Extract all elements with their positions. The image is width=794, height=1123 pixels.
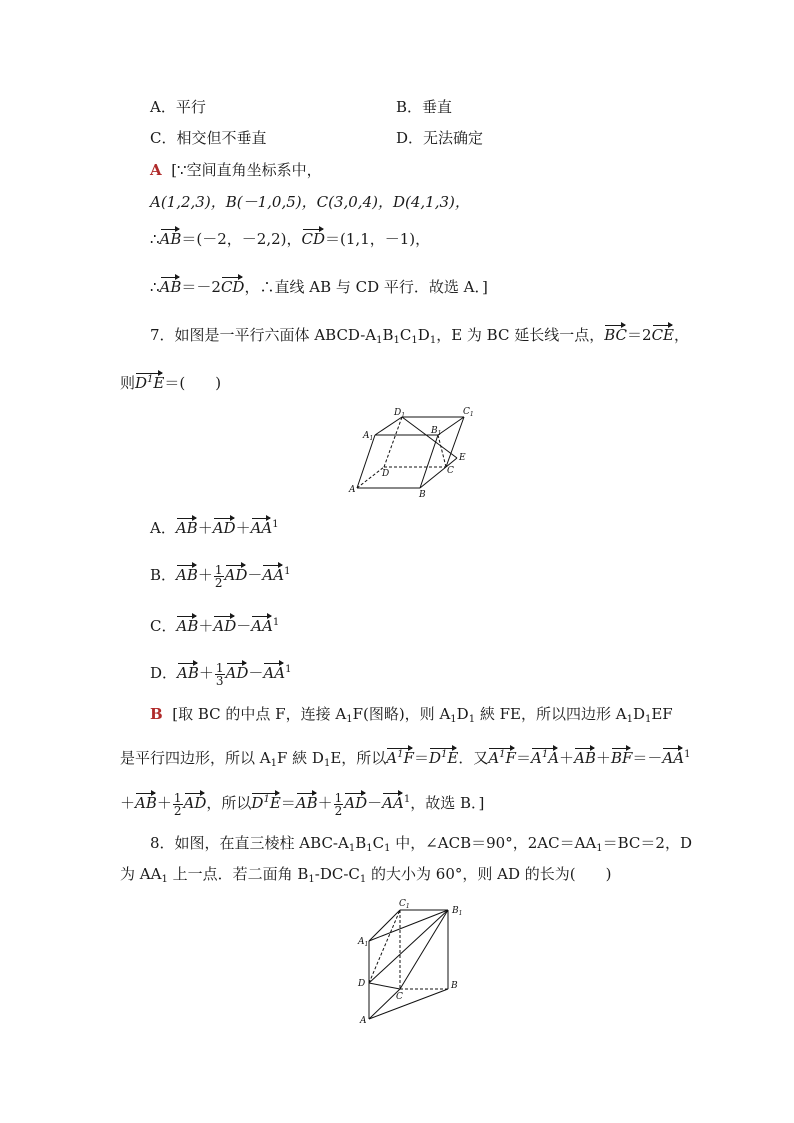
q8-stem1: 8．如图，在直三棱柱 ABC-A xyxy=(150,834,349,852)
edge-d-b1 xyxy=(369,910,448,983)
q7-option-d: D．AB＋ $\frac{1}{3}$ $AD-AA^1$ xyxy=(150,660,292,688)
q7-sol-s3-mid: ，所以 xyxy=(206,794,252,812)
q8-stem1e: ＝BC＝2，D xyxy=(602,834,692,852)
q7-stem-e: ，E 为 BC 延长线一点， xyxy=(436,326,605,344)
fraction-half-sol1: $\frac{1}{2}$ xyxy=(173,790,182,818)
edge-d1-e xyxy=(402,417,457,458)
q8-stem2c: -DC-C xyxy=(314,865,360,883)
label-c: C xyxy=(447,466,454,476)
q7-sol-s1c: D xyxy=(456,705,469,723)
edge-c-b1 xyxy=(400,910,448,989)
q7-sol-s1b: F(图略)，则 A xyxy=(352,705,451,723)
q7-stem-b: B xyxy=(382,326,394,344)
q6-solution-points xyxy=(150,192,470,212)
q7-stem-a: 7．如图是一平行六面体 ABCD-A xyxy=(150,326,377,344)
edge-b1-c xyxy=(438,435,446,467)
q7-stem2-a: 则 xyxy=(120,374,136,392)
q6-option-c: C．相交但不垂直 xyxy=(150,129,267,147)
label-e: E xyxy=(459,453,466,463)
point-b: B(－1,0,5)， xyxy=(225,193,317,211)
q6-answer: A xyxy=(150,161,162,179)
q8-stem1c: C xyxy=(372,834,385,852)
conclusion-mid: ＝－2 xyxy=(181,278,221,296)
q7-stem-line2: 则$D^1E=$( ) xyxy=(120,370,221,393)
q7-answer: B xyxy=(150,705,163,723)
q7-opt-d-label: D． xyxy=(150,664,178,682)
edge-d-c1 xyxy=(369,910,400,983)
edge-a-a1 xyxy=(357,435,375,488)
vec-ab-value: ＝(－2，－2,2)， xyxy=(181,230,302,248)
fraction-half-sol2: $\frac{1}{2}$ xyxy=(334,790,343,818)
vec-cd-value: ＝(1,1，－1)， xyxy=(325,230,431,248)
q8-stem1d: 中，∠ACB＝90°，2AC＝AA xyxy=(390,834,597,852)
label-d1: $D_1$ xyxy=(394,408,406,419)
edge-a1-c1 xyxy=(369,910,400,941)
edge-d-d1 xyxy=(384,417,402,467)
edge-b-b1 xyxy=(420,435,438,488)
q7-sol-s2d: ．又 xyxy=(458,749,489,767)
q7-solution-line2: 是平行四边形，所以 $A_1F$ 綊 $D_1E$，所以$A^1F=D^1E$．又$A^1F=A^1A+AB+BF=-AA^1$ xyxy=(120,745,690,768)
q8-stem-line2: 为 $AA_1$ 上一点．若二面角 $B_1-DC-C_1$ 的大小为 60°，则 AD 的长为( ) xyxy=(120,865,612,885)
label-c1: $C_1$ xyxy=(399,899,410,910)
q7-sol-s1: [取 BC 的中点 F，连接 A xyxy=(172,705,347,723)
q7-stem-d: D xyxy=(417,326,430,344)
point-a: A(1,2,3)， xyxy=(150,193,226,211)
q7-sol-s1e: D xyxy=(632,705,645,723)
q6-option-a: A．平行 xyxy=(150,98,206,116)
label-b1: $B_1$ xyxy=(452,906,463,917)
q7-sol-s3-end: ，故选 B．] xyxy=(410,794,485,812)
q7-sol-s1f: EF xyxy=(651,705,673,723)
q7-solution-line1: B [取 BC 的中点 F，连接 $A_1F$(图略)，则 $A_1D_1$ 綊 FE，所以四边形 $A_1D_1EF$ xyxy=(150,705,673,725)
label-b: B xyxy=(451,981,458,991)
fraction-third: $\frac{1}{3}$ xyxy=(215,660,224,688)
label-a: A xyxy=(360,1016,367,1025)
point-d: D(4,1,3)， xyxy=(392,193,470,211)
q7-stem-c: C xyxy=(399,326,412,344)
q6-option-d: D．无法确定 xyxy=(396,129,484,147)
edge-d-c xyxy=(369,983,400,989)
q7-opt-c-label: C． xyxy=(150,617,177,635)
label-c: C xyxy=(396,992,403,1002)
label-a1: $A_1$ xyxy=(363,431,374,442)
q7-stem2-b: ＝( ) xyxy=(164,374,222,392)
q8-stem1b: B xyxy=(355,834,367,852)
q7-sol-s1d: 綊 FE，所以四边形 A xyxy=(475,705,627,723)
q6-option-b: B．垂直 xyxy=(396,98,453,116)
label-a1: $A_1$ xyxy=(358,937,369,948)
q6-solution-conclusion: ∴AB＝－2CD，∴直线 AB 与 CD 平行．故选 A．] xyxy=(150,274,488,297)
q7-opt-b-label: B． xyxy=(150,566,177,584)
label-a: A xyxy=(349,485,356,495)
q7-stem-eq: ＝2 xyxy=(627,326,652,344)
q6-solution-text: [∵空间直角坐标系中， xyxy=(171,161,322,179)
label-c1: $C_1$ xyxy=(463,407,474,418)
q7-opt-a-label: A． xyxy=(150,519,176,537)
q7-sol-s2c: E，所以 xyxy=(330,749,387,767)
q8-stem2d: 的大小为 60°，则 AD 的长为( ) xyxy=(366,865,612,883)
edge-a-b xyxy=(369,989,448,1019)
q8-stem-line1: 8．如图，在直三棱柱 ABC-$A_1B_1C_1$ 中，∠ACB＝90°，$2AC=AA_1=BC=2$，D xyxy=(150,834,692,854)
q8-stem2: 为 AA xyxy=(120,865,162,883)
q7-option-a: A．$AB+AD+AA^1$ xyxy=(150,515,279,538)
q7-option-b: B．AB＋ $\frac{1}{2}$ $AD-AA^1$ xyxy=(150,562,291,590)
q6-solution-vectors: ∴AB＝(－2，－2,2)，CD＝(1,1，－1)， xyxy=(150,226,430,249)
label-d: D xyxy=(358,979,366,989)
label-d: D xyxy=(382,469,390,479)
edge-a1-b1 xyxy=(369,910,448,941)
edge-b1-c1 xyxy=(438,417,464,435)
q6-solution-line1 xyxy=(150,160,322,180)
figure-triangular-prism xyxy=(352,895,472,1025)
q7-option-c: C．$AB+AD-AA^1$ xyxy=(150,613,279,636)
fraction-half: $\frac{1}{2}$ xyxy=(214,562,223,590)
q7-sol-s2: 是平行四边形，所以 A xyxy=(120,749,271,767)
q7-sol-s2b: F 綊 D xyxy=(276,749,324,767)
conclusion-end: ，∴直线 AB 与 CD 平行．故选 A．] xyxy=(244,278,488,296)
figure-parallelepiped xyxy=(345,405,475,501)
edge-a1-d1 xyxy=(375,417,402,435)
point-c: C(3,0,4)， xyxy=(316,193,393,211)
label-b1: $B_1$ xyxy=(431,426,442,437)
q8-stem2b: 上一点．若二面角 B xyxy=(167,865,309,883)
q7-stem-line1: 7．如图是一平行六面体 ABCD-$A_1B_1C_1D_1$，E 为 BC 延长线一点，BC＝2CE， xyxy=(150,322,689,345)
label-b: B xyxy=(419,490,426,500)
q7-solution-line3: ＋AB＋ $\frac{1}{2}$ AD，所以$D^1E=AB+$ $\frac{1}{2}$ $AD-AA^1$，故选 B．] xyxy=(120,790,485,818)
